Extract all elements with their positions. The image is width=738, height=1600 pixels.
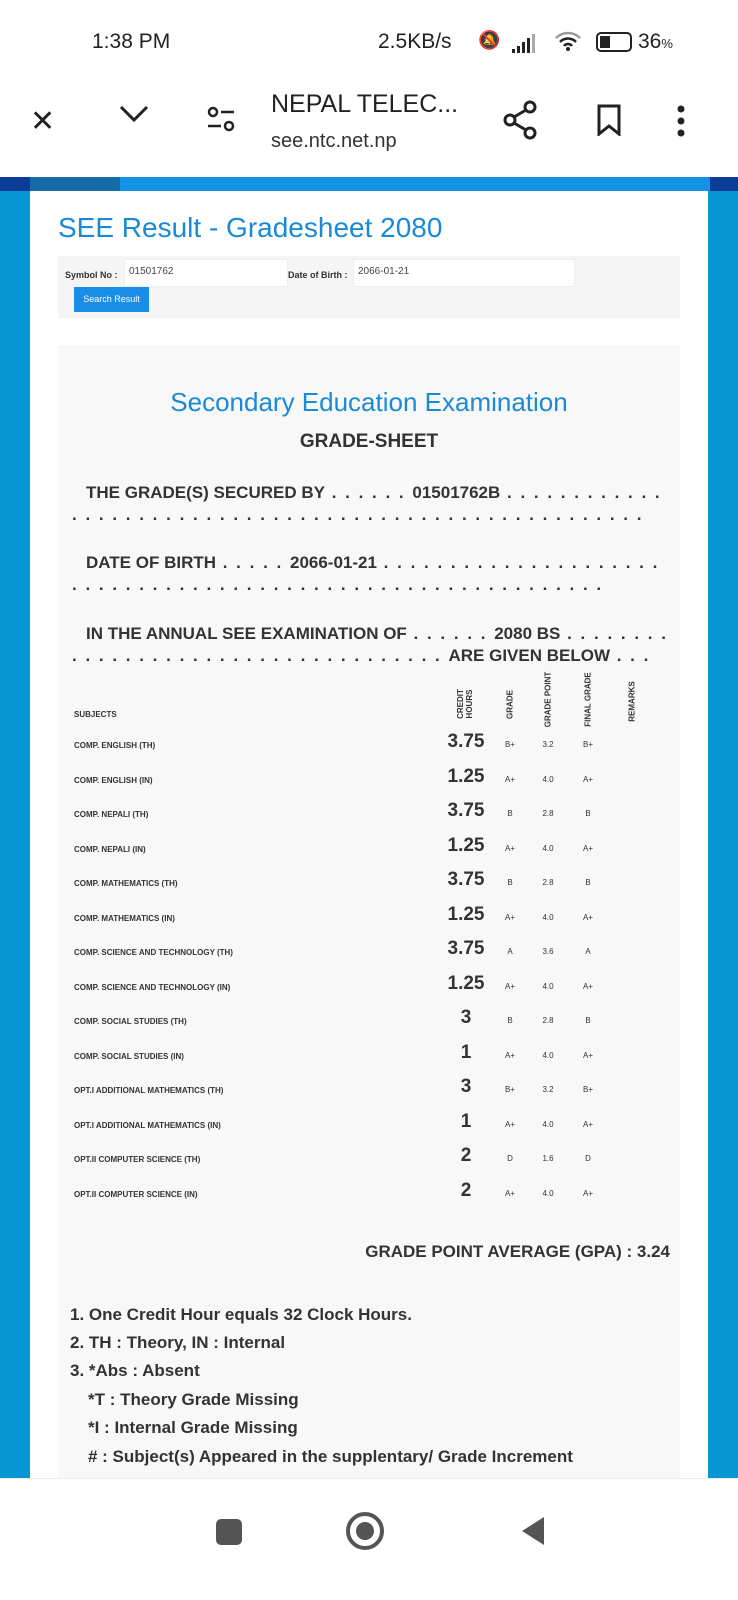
credit-cell: 1.25 [447,972,485,994]
final-grade-cell: A [585,947,591,956]
final-grade-cell: A+ [582,1119,593,1129]
subject-cell: OPT.II COMPUTER SCIENCE (IN) [74,1189,198,1199]
grade-point-cell: 4.0 [542,1188,554,1198]
credit-cell: 1.25 [447,903,485,925]
subject-cell: COMP. ENGLISH (IN) [74,775,153,785]
credit-cell: 1 [460,1041,472,1063]
exam-title: Secondary Education Examination [170,387,568,417]
subject-cell: COMP. SCIENCE AND TECHNOLOGY (IN) [74,982,231,992]
share-icon[interactable] [502,100,538,145]
subject-cell: COMP. SOCIAL STUDIES (TH) [74,1017,187,1026]
grade-point-cell: 4.0 [542,981,554,991]
subject-cell: OPT.I ADDITIONAL MATHEMATICS (IN) [74,1120,221,1130]
final-grade-cell: B [585,1016,591,1025]
subject-cell: COMP. MATHEMATICS (TH) [74,879,178,888]
given-below: ARE GIVEN BELOW [448,646,611,665]
close-icon[interactable]: ✕ [30,105,56,138]
credit-cell: 3.75 [447,800,485,821]
col-grade-point: GRADE POINT [543,671,553,728]
header-band [0,177,738,191]
credit-cell: 1.25 [447,765,485,787]
subject-cell: COMP. NEPALI (IN) [74,844,146,854]
table-row [58,902,680,936]
final-grade-cell: A+ [582,774,593,784]
credit-cell: 1 [460,1110,472,1132]
grade-point-cell: 4.0 [542,1119,554,1129]
table-row [58,1143,680,1177]
table-row [58,1109,680,1143]
credit-cell: 2 [460,1179,472,1201]
subject-cell: COMP. NEPALI (TH) [74,810,149,819]
grade-cell: B [507,1016,513,1025]
navigation-bar [0,1478,738,1600]
final-grade-cell: B [585,878,591,887]
table-row [58,971,680,1005]
col-remarks: REMARKS [627,681,637,722]
credit-cell: 3 [460,1076,472,1097]
page-title: NEPAL TELEC... [271,90,459,118]
status-time: 1:38 PM [92,30,171,53]
recent-apps-icon[interactable] [216,1519,242,1545]
final-grade-cell: B+ [582,740,593,749]
subject-cell: OPT.I ADDITIONAL MATHEMATICS (TH) [74,1086,224,1095]
left-margin [0,191,30,1506]
final-grade-cell: A+ [582,1188,593,1198]
grade-point-cell: 4.0 [542,1050,554,1060]
credit-cell: 3.75 [447,938,485,959]
grade-cell: B+ [504,740,515,749]
gpa: GRADE POINT AVERAGE (GPA) : 3.24 [365,1242,670,1261]
dob-input[interactable]: 2066-01-21 [353,259,575,287]
secured-by-label: THE GRADE(S) SECURED BY [86,483,325,502]
col-final-grade: FINAL GRADE [583,672,593,727]
grade-point-cell: 4.0 [542,912,554,922]
grade-cell: A+ [504,843,515,853]
credit-cell: 2 [460,1145,472,1166]
home-icon[interactable] [346,1512,384,1550]
table-row [58,729,680,763]
final-grade-cell: A+ [582,843,593,853]
secured-by-line: THE GRADE(S) SECURED BY . . . . . . 01501762B . . . . . . . . . . . . . . . . . . . . . . . . . . . . . . . . . . . . . . . . . . . . . . . . . . . . . . . [72,483,662,524]
dob-line: DATE OF BIRTH . . . . . 2066-01-21 . . . . . . . . . . . . . . . . . . . . . . . . . . . . . . . . . . . . . . . . . . . . . . . . . . . . . . . . . . . . . [72,553,660,594]
page-url[interactable]: see.ntc.net.np [271,130,397,152]
more-options-icon[interactable] [676,104,686,143]
subject-cell: COMP. MATHEMATICS (IN) [74,913,175,923]
grade-point-cell: 2.8 [542,878,554,887]
grade-cell: A [507,947,513,956]
wifi-icon [555,30,581,58]
bookmark-icon[interactable] [597,104,621,141]
note-4: *T : Theory Grade Missing [88,1390,299,1409]
subject-cell: COMP. SCIENCE AND TECHNOLOGY (TH) [74,948,233,957]
col-subjects: SUBJECTS [74,710,117,719]
dob-label: DATE OF BIRTH [86,553,217,572]
note-6: # : Subject(s) Appeared in the supplentary/ Grade Increment [88,1447,573,1466]
table-row [58,798,680,832]
note-2: 2. TH : Theory, IN : Internal [70,1333,286,1352]
grade-point-cell: 3.6 [542,947,554,956]
final-grade-cell: A+ [582,912,593,922]
table-row [58,764,680,798]
grade-cell: D [507,1154,513,1163]
grade-cell: A+ [504,1050,515,1060]
battery-level [638,30,673,54]
grade-point-cell: 3.2 [542,1085,554,1094]
table-row [58,1040,680,1074]
note-1: 1. One Credit Hour equals 32 Clock Hours. [70,1305,412,1324]
grade-point-cell: 2.8 [542,1016,554,1025]
grade-cell: B+ [504,1085,515,1094]
battery-unit: % [661,36,673,51]
signal-icon [512,34,535,53]
credit-cell: 3 [460,1007,472,1028]
table-row [58,867,680,901]
final-grade-cell: A+ [582,1050,593,1060]
dob-label: Date of Birth : [288,270,348,280]
back-icon[interactable] [520,1515,546,1552]
subject-cell: OPT.II COMPUTER SCIENCE (TH) [74,1155,201,1164]
battery-percent: 36 [638,30,662,53]
sheet-title: GRADE-SHEET [299,431,439,452]
battery-icon [596,32,632,52]
search-result-button[interactable]: Search Result [74,287,149,312]
grade-cell: A+ [504,981,515,991]
table-row [58,1178,680,1212]
credit-cell: 1.25 [447,834,485,856]
symbol-value: 01501762B [412,483,501,502]
table-row [58,1074,680,1108]
grade-cell: A+ [504,1188,515,1198]
symbol-input[interactable]: 01501762 [124,259,288,287]
grade-cell: A+ [504,774,515,784]
grade-point-cell: 1.6 [542,1154,554,1163]
table-row [58,833,680,867]
search-form [58,256,680,318]
col-credit-hours: CREDIT HOURS [456,689,474,719]
subject-cell: COMP. SOCIAL STUDIES (IN) [74,1051,184,1061]
grade-point-cell: 2.8 [542,809,554,818]
note-5: *I : Internal Grade Missing [88,1418,298,1437]
site-settings-icon[interactable] [206,104,236,139]
note-3: 3. *Abs : Absent [70,1361,200,1380]
grade-sheet [58,345,680,1480]
symbol-label: Symbol No : [65,270,118,280]
grade-point-cell: 4.0 [542,774,554,784]
grade-point-cell: 3.2 [542,740,554,749]
chevron-down-icon[interactable] [118,104,150,129]
dob-value: 2066-01-21 [289,553,377,572]
exam-label: IN THE ANNUAL SEE EXAMINATION OF [86,624,407,643]
credit-cell: 3.75 [447,869,485,890]
table-row [58,1005,680,1039]
final-grade-cell: D [585,1154,591,1163]
col-grade: GRADE [505,690,515,719]
credit-cell: 3.75 [447,731,485,752]
exam-line: IN THE ANNUAL SEE EXAMINATION OF . . . . . . 2080 BS . . . . . . . . . . . . . . . . . . . . . . . . . . . . . . . . . . . . ARE GIVEN BELOW . . . [72,624,668,665]
grade-cell: A+ [504,912,515,922]
network-speed: 2.5KB/s [378,30,452,53]
exam-year: 2080 BS [494,624,561,643]
table-row [58,936,680,970]
grade-cell: B [507,878,513,887]
right-margin [708,191,738,1506]
subject-cell: COMP. ENGLISH (TH) [74,741,156,750]
page-heading: SEE Result - Gradesheet 2080 [58,212,443,243]
final-grade-cell: B [585,809,591,818]
final-grade-cell: A+ [582,981,593,991]
grade-point-cell: 4.0 [542,843,554,853]
grade-cell: B [507,809,513,818]
grade-cell: A+ [504,1119,515,1129]
mute-icon: 🔕 [478,30,501,50]
final-grade-cell: B+ [582,1085,593,1094]
